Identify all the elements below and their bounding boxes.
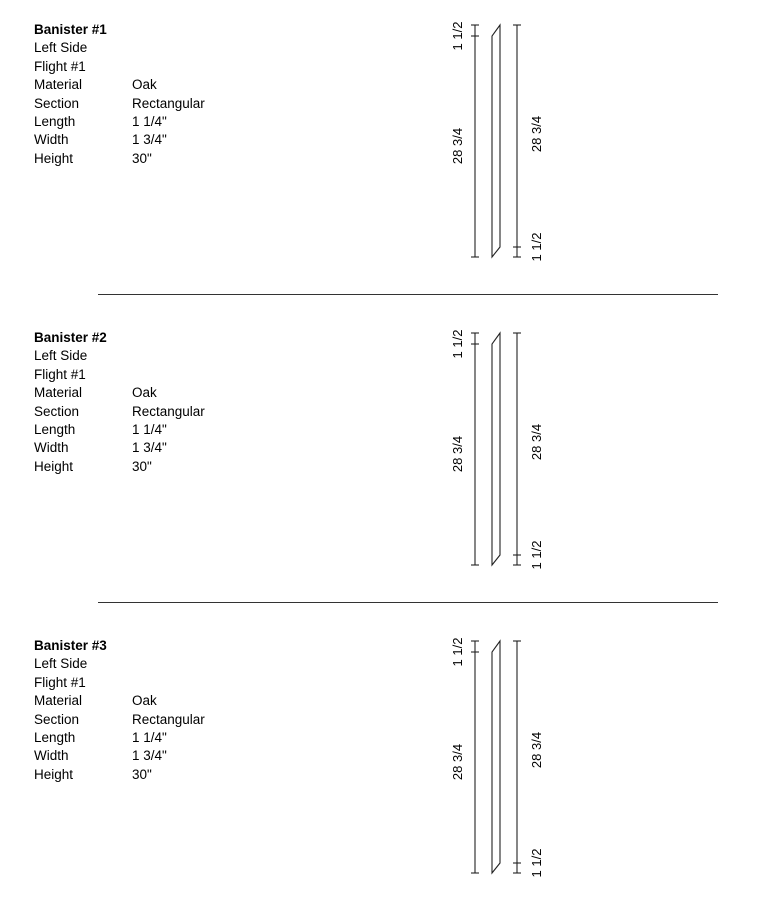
section-label: Section (34, 403, 80, 419)
side-value: Left Side (34, 40, 88, 56)
length-row (34, 113, 167, 131)
section-label: Section (34, 95, 80, 111)
length-value: 1 1/4" (132, 421, 167, 437)
height-value: 30" (132, 766, 152, 782)
material-value: Oak (132, 385, 157, 401)
length-row (34, 729, 167, 747)
section-value: Rectangular (132, 711, 205, 727)
banister-drawing (445, 12, 555, 262)
height-label: Height (34, 458, 74, 474)
material-value: Oak (132, 77, 157, 93)
width-label: Width (34, 748, 69, 764)
banister-profile (492, 641, 500, 873)
section-row (34, 95, 205, 113)
material-row (34, 692, 157, 710)
flight-value: Flight #1 (34, 366, 86, 382)
right-dimension-label: 28 3/4 (529, 115, 544, 153)
banister-title: Banister #1 (34, 22, 107, 37)
height-row (34, 150, 152, 168)
banister-info (34, 329, 205, 476)
banister-drawing (445, 320, 555, 570)
banister-title: Banister #3 (34, 638, 107, 653)
side-value: Left Side (34, 656, 88, 672)
width-label: Width (34, 440, 69, 456)
height-row (34, 458, 152, 476)
flight-value: Flight #1 (34, 674, 86, 690)
banister-section-1 (0, 0, 759, 300)
side-row (34, 347, 107, 365)
top-dimension-label: 1 1/2 (450, 329, 465, 359)
right-dimension-label: 28 3/4 (529, 731, 544, 769)
bottom-dimension-label: 1 1/2 (529, 232, 544, 262)
banister-section-3 (0, 616, 759, 916)
length-value: 1 1/4" (132, 113, 167, 129)
side-row (34, 39, 107, 57)
banister-profile (492, 25, 500, 257)
section-row (34, 403, 205, 421)
section-value: Rectangular (132, 403, 205, 419)
banister-section-2 (0, 308, 759, 608)
banister-info (34, 637, 205, 784)
length-label: Length (34, 729, 76, 745)
flight-row (34, 674, 107, 692)
height-label: Height (34, 150, 74, 166)
section-divider (98, 602, 718, 603)
height-row (34, 766, 152, 784)
banister-title: Banister #2 (34, 330, 107, 345)
flight-row (34, 58, 107, 76)
width-label: Width (34, 132, 69, 148)
material-row (34, 76, 157, 94)
top-dimension-label: 1 1/2 (450, 21, 465, 51)
width-row (34, 131, 167, 149)
length-label: Length (34, 421, 76, 437)
width-value: 1 3/4" (132, 440, 167, 456)
width-row (34, 747, 167, 765)
material-label: Material (34, 693, 83, 709)
right-dimension-label: 28 3/4 (529, 423, 544, 461)
bottom-dimension-label: 1 1/2 (529, 848, 544, 878)
height-value: 30" (132, 150, 152, 166)
left-dimension-label: 28 3/4 (450, 127, 465, 165)
flight-value: Flight #1 (34, 58, 86, 74)
section-divider (98, 294, 718, 295)
banister-profile (492, 333, 500, 565)
length-value: 1 1/4" (132, 729, 167, 745)
width-row (34, 439, 167, 457)
material-row (34, 384, 157, 402)
side-row (34, 655, 107, 673)
height-value: 30" (132, 458, 152, 474)
left-dimension-label: 28 3/4 (450, 435, 465, 473)
bottom-dimension-label: 1 1/2 (529, 540, 544, 570)
length-label: Length (34, 113, 76, 129)
flight-row (34, 366, 107, 384)
banister-info (34, 21, 205, 168)
top-dimension-label: 1 1/2 (450, 637, 465, 667)
banister-drawing (445, 628, 555, 878)
width-value: 1 3/4" (132, 748, 167, 764)
material-value: Oak (132, 693, 157, 709)
material-label: Material (34, 77, 83, 93)
section-row (34, 711, 205, 729)
height-label: Height (34, 766, 74, 782)
material-label: Material (34, 385, 83, 401)
left-dimension-label: 28 3/4 (450, 743, 465, 781)
section-value: Rectangular (132, 95, 205, 111)
width-value: 1 3/4" (132, 132, 167, 148)
section-label: Section (34, 711, 80, 727)
side-value: Left Side (34, 348, 88, 364)
length-row (34, 421, 167, 439)
